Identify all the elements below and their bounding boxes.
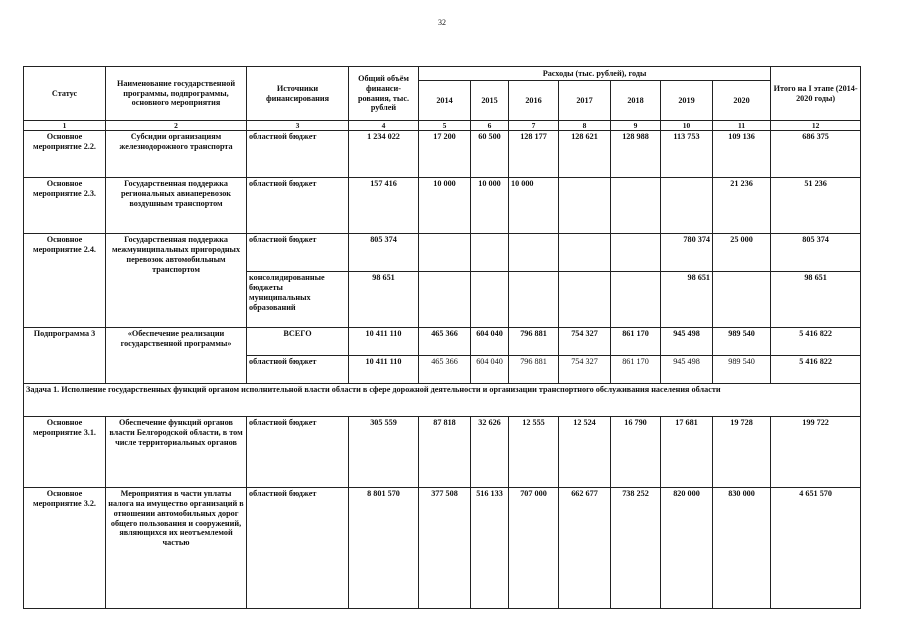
row-2016: 10 000 bbox=[509, 178, 559, 234]
row-2018: 861 170 bbox=[611, 328, 661, 356]
row-2014: 10 000 bbox=[419, 178, 471, 234]
row-2016 bbox=[509, 272, 559, 328]
header-year: 2018 bbox=[611, 81, 661, 121]
row-2015: 60 500 bbox=[471, 131, 509, 178]
row-2020: 109 136 bbox=[713, 131, 771, 178]
row-stage: 199 722 bbox=[771, 417, 861, 488]
table-row bbox=[24, 178, 861, 234]
row-name: Государственная поддержка региональных авиаперевозок воздушным транспортом bbox=[106, 178, 247, 234]
header-year: 2014 bbox=[419, 81, 471, 121]
task-heading: Задача 1. Исполнение государственных функций органом исполнительной власти области в сфере дорожной деятельности и организации транспортного обслуживания населения области bbox=[24, 384, 861, 417]
row-2019: 780 374 bbox=[661, 234, 713, 272]
row-2016: 796 881 bbox=[509, 356, 559, 384]
row-total: 157 416 bbox=[349, 178, 419, 234]
header-total: Общий объём финанси-рования, тыс. рублей bbox=[349, 67, 419, 121]
table-row bbox=[24, 384, 861, 417]
header-sources: Источники финансирования bbox=[247, 67, 349, 121]
column-number: 2 bbox=[106, 121, 247, 131]
row-2019: 820 000 bbox=[661, 488, 713, 609]
row-2015 bbox=[471, 234, 509, 272]
row-2015: 516 133 bbox=[471, 488, 509, 609]
row-2018: 16 790 bbox=[611, 417, 661, 488]
row-source: ВСЕГО bbox=[247, 328, 349, 356]
table-row bbox=[24, 417, 861, 488]
row-2020: 989 540 bbox=[713, 356, 771, 384]
row-name: Мероприятия в части уплаты налога на имущество организаций в отношении автомобильных дорог общего пользования и сооружений, являющихся их неотъемлемой частью bbox=[106, 488, 247, 609]
header-status: Статус bbox=[24, 67, 106, 121]
column-number: 12 bbox=[771, 121, 861, 131]
header-year: 2019 bbox=[661, 81, 713, 121]
row-2015 bbox=[471, 272, 509, 328]
header-stage-total: Итого на I этапе (2014-2020 годы) bbox=[771, 67, 861, 121]
column-number: 9 bbox=[611, 121, 661, 131]
row-stage: 5 416 822 bbox=[771, 328, 861, 356]
row-2020: 19 728 bbox=[713, 417, 771, 488]
row-name: Государственная поддержка межмуниципальных пригородных перевозок автомобильным транспортом bbox=[106, 234, 247, 328]
row-2018: 861 170 bbox=[611, 356, 661, 384]
row-source: областной бюджет bbox=[247, 417, 349, 488]
row-2020: 21 236 bbox=[713, 178, 771, 234]
row-2014: 17 200 bbox=[419, 131, 471, 178]
row-total: 98 651 bbox=[349, 272, 419, 328]
row-2016: 12 555 bbox=[509, 417, 559, 488]
row-status: Подпрограмма 3 bbox=[24, 328, 106, 384]
row-2014: 87 818 bbox=[419, 417, 471, 488]
row-stage: 4 651 570 bbox=[771, 488, 861, 609]
row-2014: 465 366 bbox=[419, 356, 471, 384]
row-2014: 465 366 bbox=[419, 328, 471, 356]
row-2018 bbox=[611, 178, 661, 234]
row-stage: 51 236 bbox=[771, 178, 861, 234]
row-status: Основное мероприятие 3.1. bbox=[24, 417, 106, 488]
row-2017 bbox=[559, 178, 611, 234]
row-2020: 989 540 bbox=[713, 328, 771, 356]
table-row bbox=[24, 234, 861, 272]
row-status: Основное мероприятие 3.2. bbox=[24, 488, 106, 609]
row-status: Основное мероприятие 2.3. bbox=[24, 178, 106, 234]
column-number: 3 bbox=[247, 121, 349, 131]
row-2018: 738 252 bbox=[611, 488, 661, 609]
row-stage: 686 375 bbox=[771, 131, 861, 178]
row-2017: 754 327 bbox=[559, 356, 611, 384]
row-2019: 98 651 bbox=[661, 272, 713, 328]
row-2017 bbox=[559, 272, 611, 328]
row-2017: 662 677 bbox=[559, 488, 611, 609]
page-number: 32 bbox=[438, 18, 446, 27]
row-status: Основное мероприятие 2.4. bbox=[24, 234, 106, 328]
row-status: Основное мероприятие 2.2. bbox=[24, 131, 106, 178]
row-source: областной бюджет bbox=[247, 178, 349, 234]
header-year: 2017 bbox=[559, 81, 611, 121]
row-2015: 32 626 bbox=[471, 417, 509, 488]
row-2019: 945 498 bbox=[661, 356, 713, 384]
row-total: 1 234 022 bbox=[349, 131, 419, 178]
row-source: областной бюджет bbox=[247, 356, 349, 384]
header-year: 2015 bbox=[471, 81, 509, 121]
header-expenses: Расходы (тыс. рублей), годы bbox=[419, 67, 771, 81]
column-number: 1 bbox=[24, 121, 106, 131]
row-total: 305 559 bbox=[349, 417, 419, 488]
row-total: 8 801 570 bbox=[349, 488, 419, 609]
column-number: 5 bbox=[419, 121, 471, 131]
row-2017: 754 327 bbox=[559, 328, 611, 356]
column-number: 6 bbox=[471, 121, 509, 131]
row-2016: 128 177 bbox=[509, 131, 559, 178]
row-total: 10 411 110 bbox=[349, 356, 419, 384]
row-2019: 945 498 bbox=[661, 328, 713, 356]
row-source: областной бюджет bbox=[247, 488, 349, 609]
row-2019: 17 681 bbox=[661, 417, 713, 488]
header-name: Наименование государственной программы, подпрограммы, основного мероприятия bbox=[106, 67, 247, 121]
table-row bbox=[24, 488, 861, 609]
header-year: 2016 bbox=[509, 81, 559, 121]
row-2015: 604 040 bbox=[471, 356, 509, 384]
row-name: «Обеспечение реализации государственной программы» bbox=[106, 328, 247, 384]
row-2014 bbox=[419, 234, 471, 272]
budget-table bbox=[23, 66, 861, 609]
row-2018: 128 988 bbox=[611, 131, 661, 178]
row-stage: 98 651 bbox=[771, 272, 861, 328]
row-2019 bbox=[661, 178, 713, 234]
row-2015: 10 000 bbox=[471, 178, 509, 234]
row-2014: 377 508 bbox=[419, 488, 471, 609]
row-2016 bbox=[509, 234, 559, 272]
row-2020 bbox=[713, 272, 771, 328]
row-2017: 128 621 bbox=[559, 131, 611, 178]
header-year: 2020 bbox=[713, 81, 771, 121]
row-stage: 805 374 bbox=[771, 234, 861, 272]
column-number: 10 bbox=[661, 121, 713, 131]
table-row bbox=[24, 131, 861, 178]
row-2018 bbox=[611, 234, 661, 272]
row-2015: 604 040 bbox=[471, 328, 509, 356]
row-stage: 5 416 822 bbox=[771, 356, 861, 384]
row-2019: 113 753 bbox=[661, 131, 713, 178]
row-source: областной бюджет bbox=[247, 234, 349, 272]
row-total: 10 411 110 bbox=[349, 328, 419, 356]
row-source: консолидированные бюджеты муниципальных образований bbox=[247, 272, 349, 328]
row-2018 bbox=[611, 272, 661, 328]
column-number: 8 bbox=[559, 121, 611, 131]
row-2016: 796 881 bbox=[509, 328, 559, 356]
column-number: 4 bbox=[349, 121, 419, 131]
row-2014 bbox=[419, 272, 471, 328]
row-2020: 25 000 bbox=[713, 234, 771, 272]
row-2016: 707 000 bbox=[509, 488, 559, 609]
row-name: Обеспечение функций органов власти Белгородской области, в том числе территориальных органов bbox=[106, 417, 247, 488]
column-number: 7 bbox=[509, 121, 559, 131]
row-total: 805 374 bbox=[349, 234, 419, 272]
table-row bbox=[24, 328, 861, 356]
row-source: областной бюджет bbox=[247, 131, 349, 178]
row-name: Субсидии организациям железнодорожного транспорта bbox=[106, 131, 247, 178]
row-2017: 12 524 bbox=[559, 417, 611, 488]
row-2017 bbox=[559, 234, 611, 272]
row-2020: 830 000 bbox=[713, 488, 771, 609]
column-number: 11 bbox=[713, 121, 771, 131]
